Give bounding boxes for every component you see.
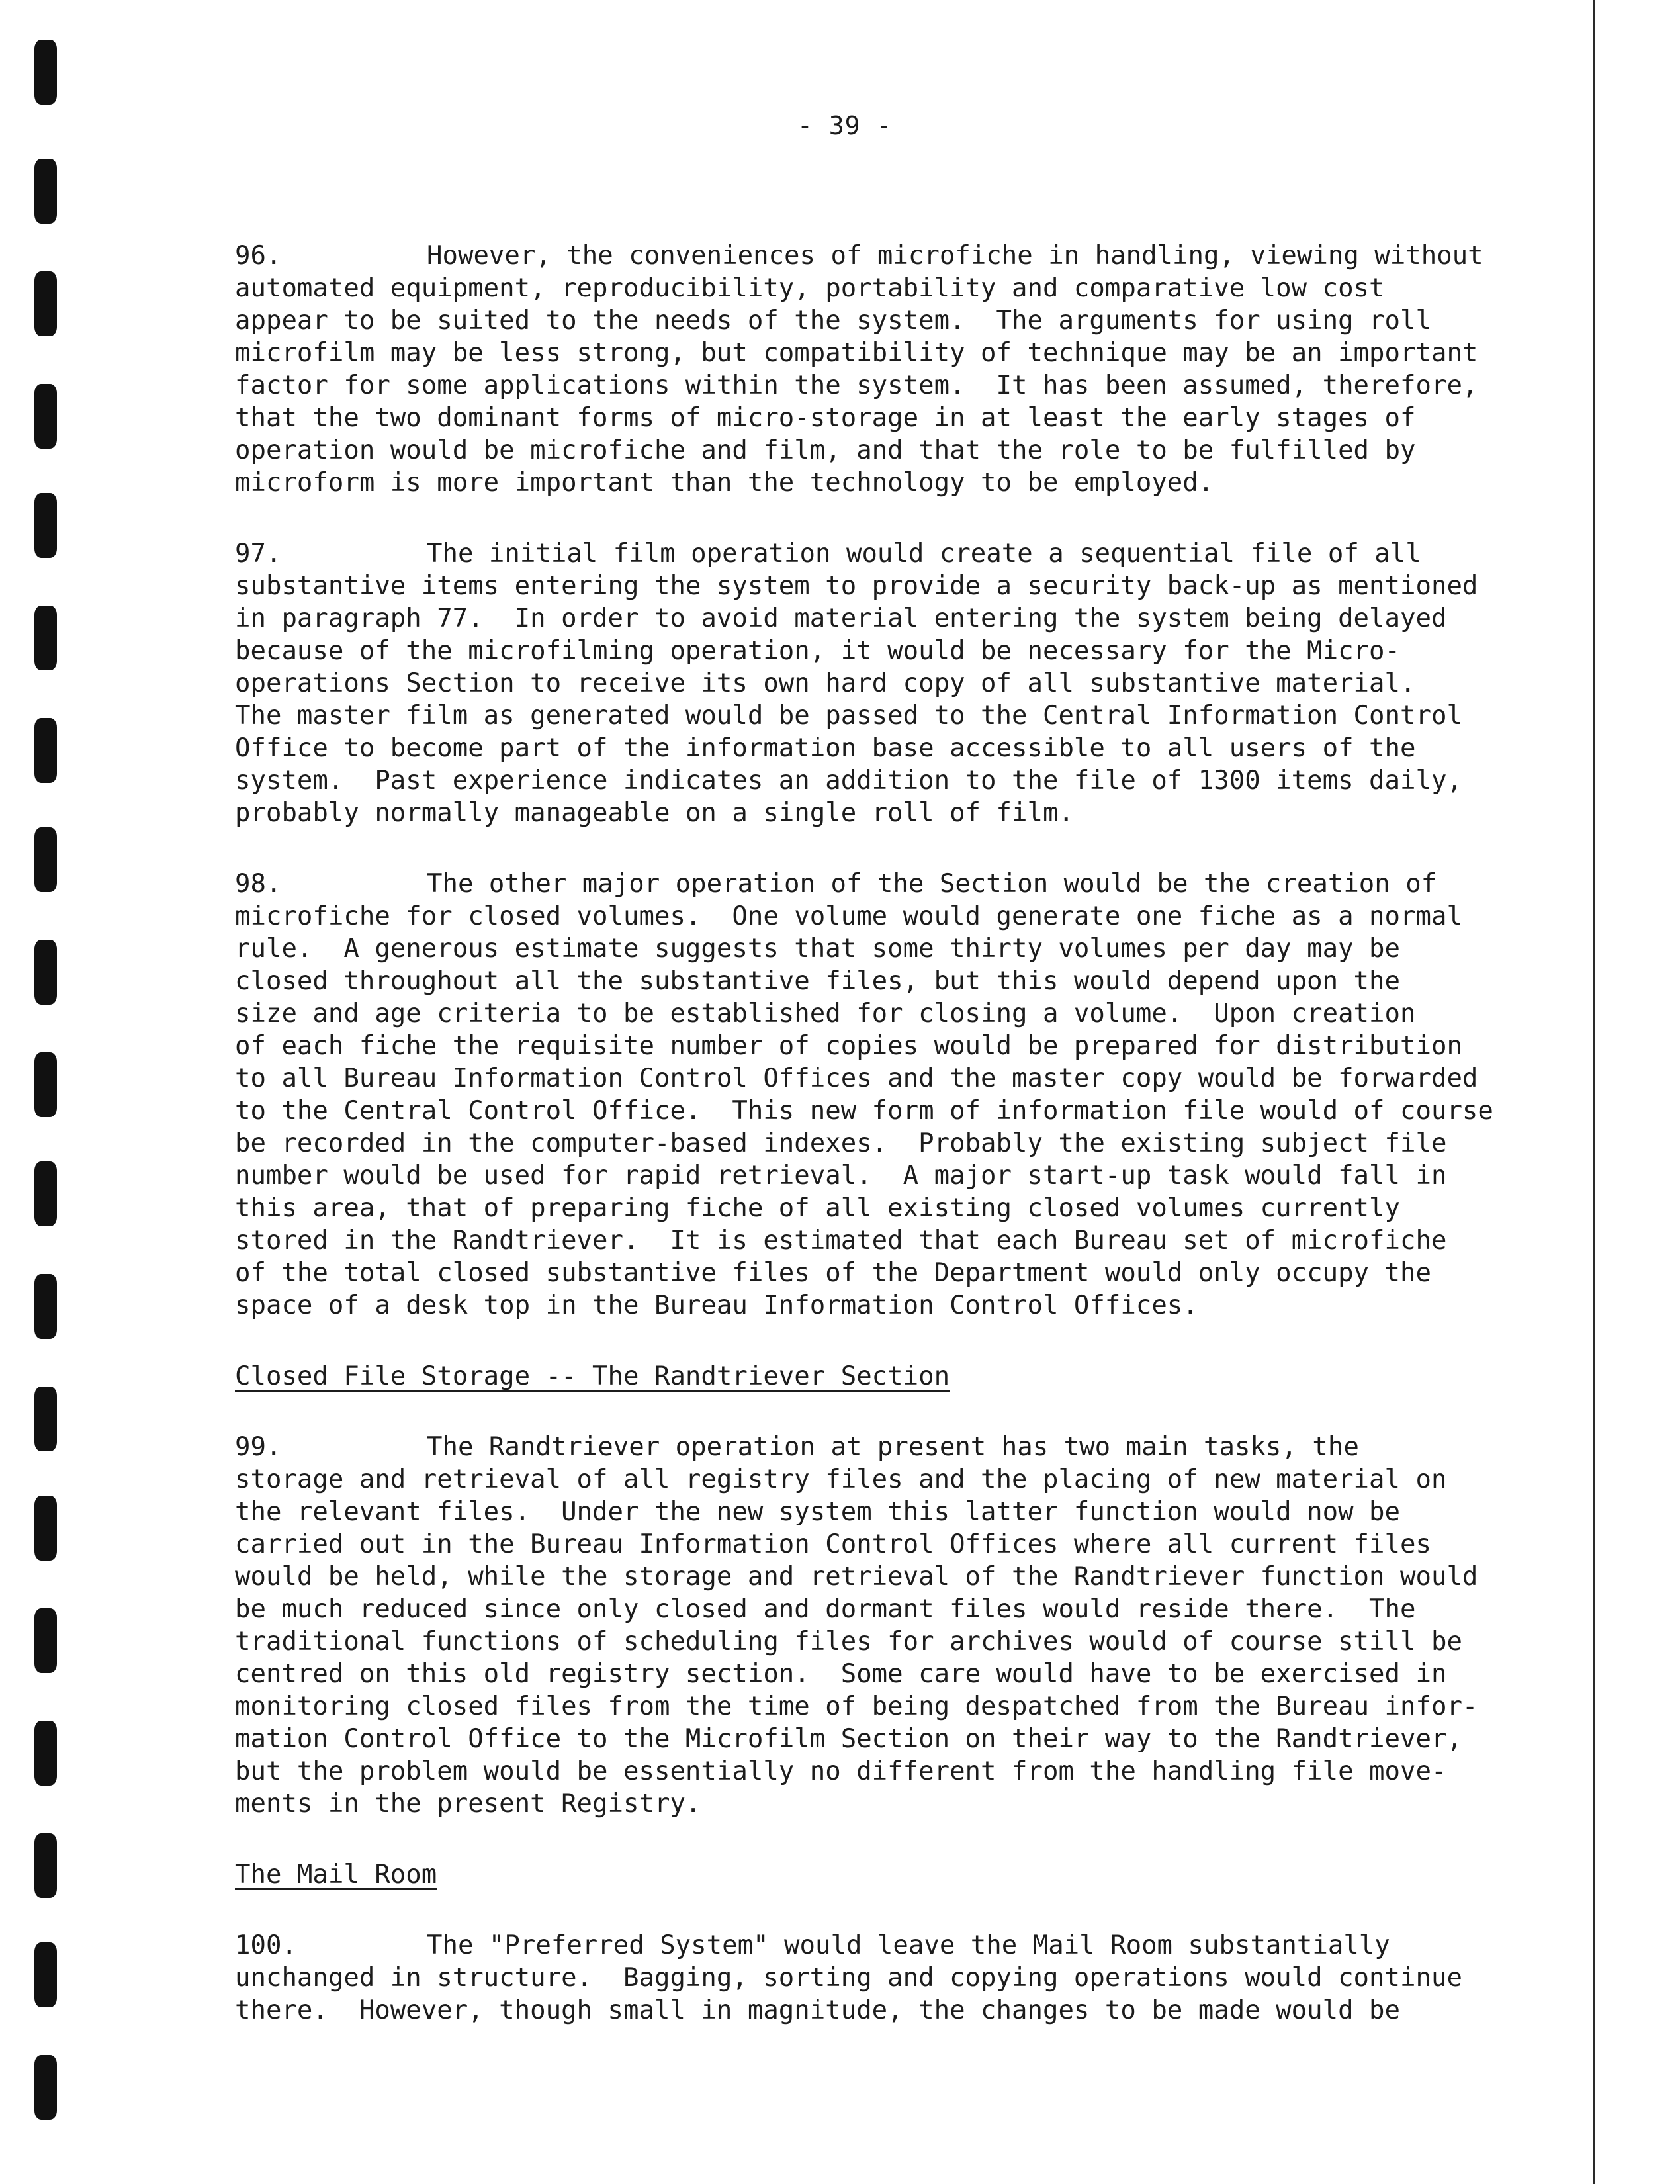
paragraph-line: probably normally manageable on a single roll of film. [235, 798, 1074, 828]
punch-hole [34, 1496, 57, 1561]
punch-hole [34, 493, 57, 558]
paragraph-line: number would be used for rapid retrieval. A major start-up task would fall in [235, 1161, 1447, 1191]
paragraph-line: system. Past experience indicates an addition to the file of 1300 items daily, [235, 766, 1462, 796]
punch-hole [34, 271, 57, 336]
paragraph-line: space of a desk top in the Bureau Information Control Offices. [235, 1291, 1198, 1320]
punch-hole [34, 940, 57, 1005]
punch-hole [34, 40, 57, 105]
paragraph-line: ments in the present Registry. [235, 1789, 701, 1819]
paragraph-line: because of the microfilming operation, it would be necessary for the Micro- [235, 636, 1400, 666]
paragraph-line: traditional functions of scheduling files for archives would of course still be [235, 1627, 1462, 1657]
paragraph-line: to the Central Control Office. This new form of information file would of course [235, 1096, 1493, 1126]
paragraph-line [235, 868, 1591, 900]
paragraph-line: be recorded in the computer-based indexes. Probably the existing subject file [235, 1128, 1447, 1158]
punch-hole [34, 718, 57, 783]
paragraph [235, 240, 1591, 499]
paragraph-line: of each fiche the requisite number of copies would be prepared for distribution [235, 1031, 1462, 1061]
paragraph-line [235, 1929, 1591, 1962]
paragraph-line: be much reduced since only closed and dormant files would reside there. The [235, 1594, 1416, 1624]
paragraph-line: this area, that of preparing fiche of all existing closed volumes currently [235, 1193, 1400, 1223]
punch-hole [34, 1274, 57, 1339]
punch-hole [34, 2055, 57, 2120]
paragraph-line: unchanged in structure. Bagging, sorting and copying operations would continue [235, 1963, 1462, 1993]
paragraph-number: 96. [235, 241, 282, 271]
punch-hole [34, 159, 57, 224]
paragraph-text: The "Preferred System" would leave the Mail Room substantially [427, 1931, 1390, 1960]
paragraph-line: there. However, though small in magnitude, the changes to be made would be [235, 1995, 1400, 2025]
paragraph [235, 1431, 1591, 1820]
paragraph-line [235, 240, 1591, 272]
paragraph-line: monitoring closed files from the time of being despatched from the Bureau infor- [235, 1692, 1478, 1721]
paragraph-text: The Randtriever operation at present has two main tasks, the [427, 1432, 1359, 1462]
punch-hole [34, 384, 57, 449]
right-margin-rule [1593, 0, 1595, 2184]
paragraph-line: but the problem would be essentially no different from the handling file move- [235, 1756, 1447, 1786]
paragraph-line [235, 537, 1591, 570]
paragraph-line: The master film as generated would be passed to the Central Information Control [235, 701, 1462, 731]
paragraph-line: the relevant files. Under the new system this latter function would now be [235, 1497, 1400, 1527]
paragraph [235, 537, 1591, 829]
paragraph-line: operations Section to receive its own hard copy of all substantive material. [235, 668, 1416, 698]
paragraph-line: in paragraph 77. In order to avoid material entering the system being delayed [235, 604, 1447, 633]
paragraph-number: 97. [235, 539, 282, 569]
paragraph-line: appear to be suited to the needs of the system. The arguments for using roll [235, 306, 1431, 336]
paragraph-number: 99. [235, 1432, 282, 1462]
punch-hole [34, 1833, 57, 1898]
punch-hole [34, 1052, 57, 1117]
punch-hole [34, 1608, 57, 1673]
punch-hole [34, 1161, 57, 1226]
punch-hole [34, 827, 57, 892]
paragraph-line: mation Control Office to the Microfilm Section on their way to the Randtriever, [235, 1724, 1462, 1754]
punch-hole [34, 1942, 57, 2007]
paragraph-text: The other major operation of the Section would be the creation of [427, 869, 1437, 899]
paragraph-text: The initial film operation would create a sequential file of all [427, 539, 1421, 569]
paragraph-line: rule. A generous estimate suggests that some thirty volumes per day may be [235, 934, 1400, 964]
punch-hole [34, 1721, 57, 1786]
paragraph-line: of the total closed substantive files of the Department would only occupy the [235, 1258, 1431, 1288]
paragraph-line: microfilm may be less strong, but compatibility of technique may be an important [235, 338, 1478, 368]
paragraph-line: to all Bureau Information Control Offices and the master copy would be forwarded [235, 1064, 1478, 1093]
paragraph-line: microfiche for closed volumes. One volume would generate one fiche as a normal [235, 901, 1462, 931]
paragraph-line: automated equipment, reproducibility, portability and comparative low cost [235, 273, 1385, 303]
paragraph-line: operation would be microfiche and film, and that the role to be fulfilled by [235, 435, 1416, 465]
paragraph-line: closed throughout all the substantive files, but this would depend upon the [235, 966, 1400, 996]
paragraph-line: substantive items entering the system to provide a security back-up as mentioned [235, 571, 1478, 601]
paragraph [235, 1929, 1591, 2026]
paragraph-number: 98. [235, 869, 282, 899]
paragraph-line: centred on this old registry section. Some care would have to be exercised in [235, 1659, 1447, 1689]
punch-hole [34, 1387, 57, 1451]
document-body [235, 240, 1591, 2065]
paragraph [235, 868, 1591, 1322]
paragraph-line: factor for some applications within the system. It has been assumed, therefore, [235, 371, 1478, 400]
page-number: - 39 - [797, 111, 893, 140]
paragraph-number: 100. [235, 1931, 297, 1960]
section-heading: Closed File Storage -- The Randtriever Section [235, 1361, 950, 1391]
paragraph-line: microform is more important than the technology to be employed. [235, 468, 1214, 498]
section-heading: The Mail Room [235, 1860, 437, 1889]
paragraph-line: would be held, while the storage and retrieval of the Randtriever function would [235, 1562, 1478, 1592]
punch-hole [34, 606, 57, 670]
binder-punch-holes [0, 0, 79, 2184]
paragraph-line: storage and retrieval of all registry files and the placing of new material on [235, 1465, 1447, 1494]
paragraph-line: Office to become part of the information base accessible to all users of the [235, 733, 1416, 763]
paragraph-line [235, 1431, 1591, 1463]
paragraph-line: size and age criteria to be established for closing a volume. Upon creation [235, 999, 1416, 1028]
paragraph-line: that the two dominant forms of micro-storage in at least the early stages of [235, 403, 1416, 433]
paragraph-line: carried out in the Bureau Information Control Offices where all current files [235, 1529, 1431, 1559]
paragraph-text: However, the conveniences of microfiche in handling, viewing without [427, 241, 1483, 271]
paragraph-line: stored in the Randtriever. It is estimated that each Bureau set of microfiche [235, 1226, 1447, 1255]
